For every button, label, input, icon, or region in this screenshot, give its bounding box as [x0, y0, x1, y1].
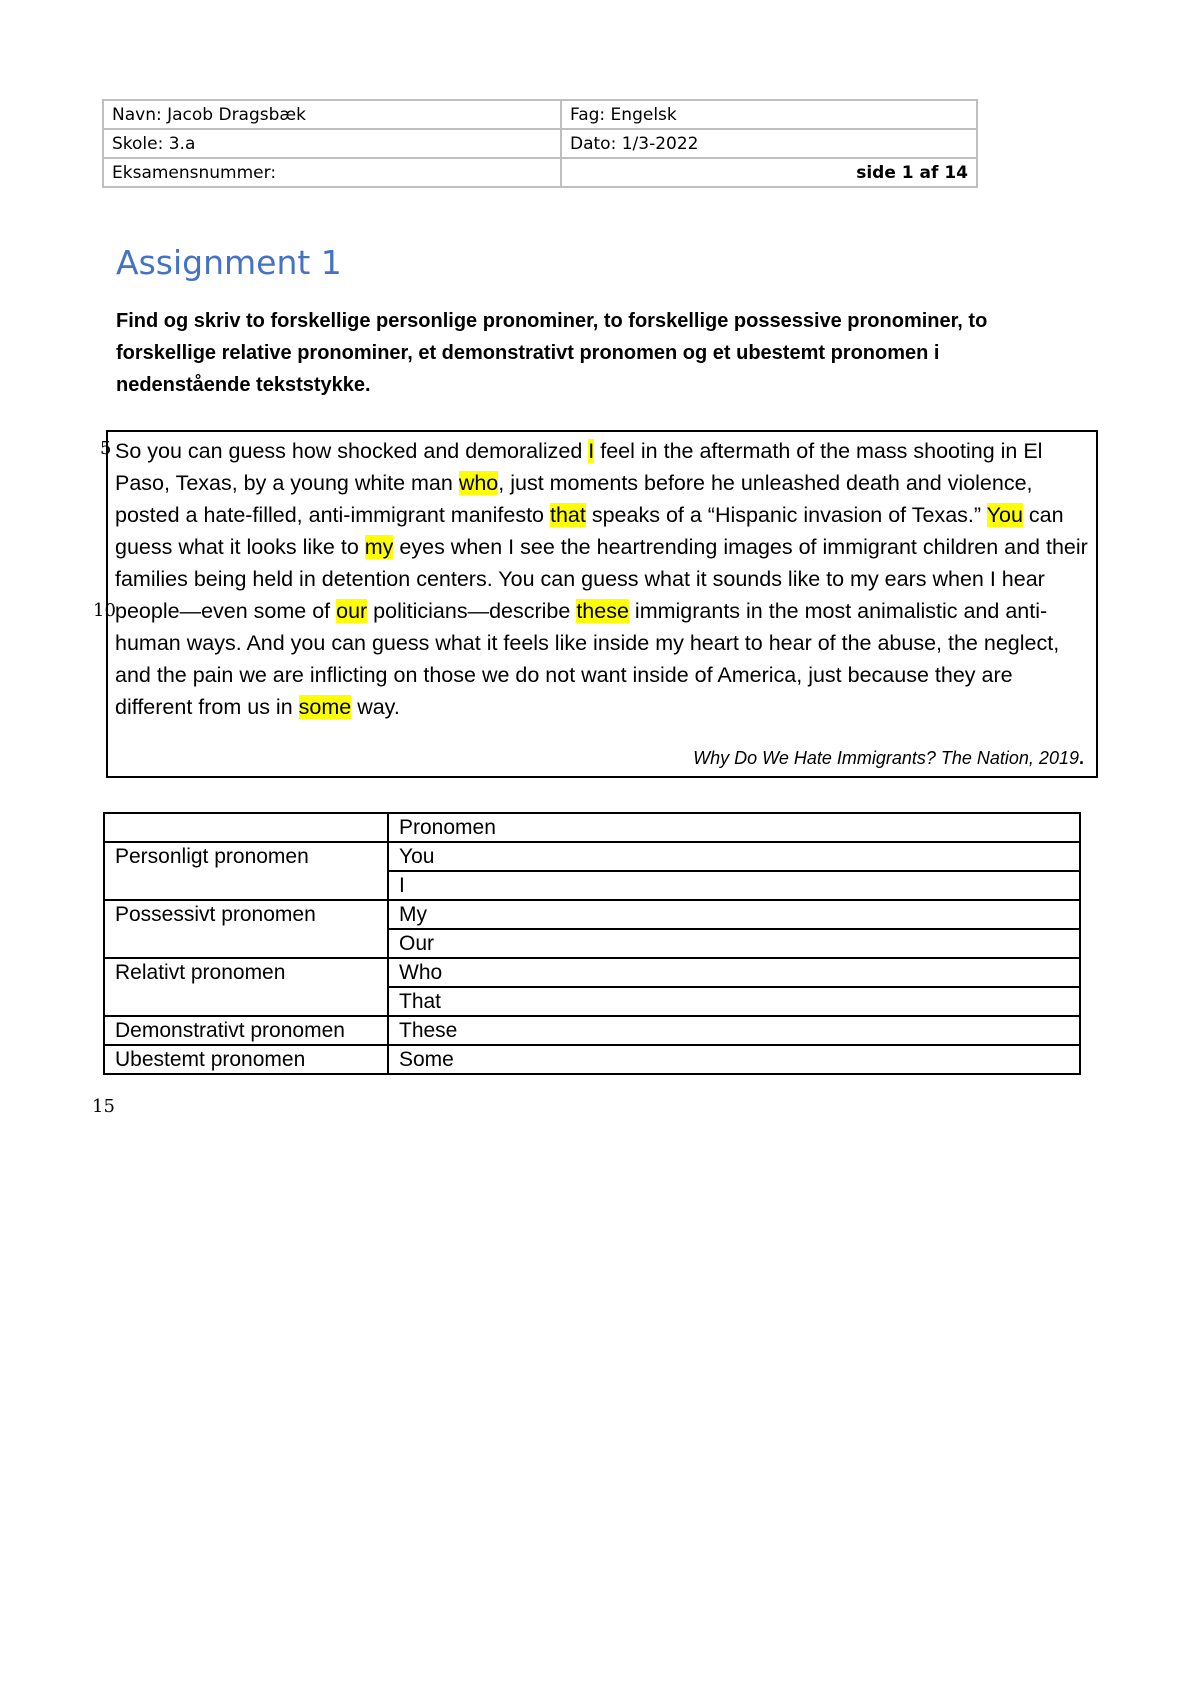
- excerpt-seg7: politicians—describe: [367, 599, 577, 623]
- excerpt-seg1: So you can guess how shocked and demoralized: [115, 439, 589, 463]
- name-cell: Navn: Jacob Dragsbæk: [103, 100, 561, 129]
- pronoun-table: [103, 812, 1081, 1075]
- pronoun-cell: I: [388, 871, 1080, 900]
- text-excerpt-box: [106, 430, 1098, 778]
- school-cell: Skole: 3.a: [103, 129, 561, 158]
- line-number-5: 5: [100, 438, 112, 459]
- highlight-these: these: [576, 599, 629, 623]
- category-possessive: Possessivt pronomen: [104, 900, 388, 958]
- table-row: [104, 842, 1080, 871]
- column-header-pronomen: Pronomen: [388, 813, 1080, 842]
- date-cell: Dato: 1/3-2022: [561, 129, 977, 158]
- excerpt-seg8: immigrants in the most animalistic and anti-human ways. And you can guess what it feels like inside my heart to hear of the abuse, the neglect, and the pain we are inflicting on those we do not want inside of America, just because they are different from us in: [115, 599, 1060, 719]
- assignment-title: Assignment 1: [116, 243, 342, 282]
- subject-cell: Fag: Engelsk: [561, 100, 977, 129]
- excerpt-seg3: , just moments before he unleashed death and violence, posted a hate-filled, anti-immigrant manifesto: [115, 471, 1033, 527]
- excerpt-seg9: way.: [351, 695, 400, 719]
- highlight-our: our: [336, 599, 368, 623]
- category-indefinite: Ubestemt pronomen: [104, 1045, 388, 1074]
- highlight-who: who: [458, 471, 499, 495]
- source-period: .: [1078, 748, 1084, 768]
- pronoun-cell: Some: [388, 1045, 1080, 1074]
- category-demonstrative: Demonstrativt pronomen: [104, 1016, 388, 1045]
- table-row: [104, 813, 1080, 842]
- highlight-that: that: [550, 503, 586, 527]
- table-row: [104, 900, 1080, 929]
- highlight-some: some: [298, 695, 352, 719]
- table-row: [104, 958, 1080, 987]
- pronoun-cell: That: [388, 987, 1080, 1016]
- pronoun-cell: Who: [388, 958, 1080, 987]
- pronoun-cell: You: [388, 842, 1080, 871]
- excerpt-seg6: eyes when I see the heartrending images of immigrant children and their families being held in detention centers. You can guess what it sounds like to my ears when I hear people—even some of: [115, 535, 1088, 623]
- highlight-my: my: [364, 535, 394, 559]
- excerpt-paragraph: [115, 435, 1090, 723]
- pronoun-cell: My: [388, 900, 1080, 929]
- table-row: [104, 1045, 1080, 1074]
- excerpt-seg4: speaks of a “Hispanic invasion of Texas.”: [585, 503, 987, 527]
- page-number-cell: side 1 af 14: [561, 158, 977, 187]
- excerpt-seg5: can guess what it looks like to: [115, 503, 1064, 559]
- assignment-instruction: Find og skriv to forskellige personlige pronominer, to forskellige possessive pronominer, to forskellige relative pronominer, et demonstrativt pronomen og et ubestemt pronomen i nedenstående tekststykke.: [116, 310, 988, 396]
- highlight-i: I: [588, 439, 595, 463]
- category-personal: Personligt pronomen: [104, 842, 388, 900]
- line-number-15: 15: [92, 1096, 115, 1117]
- table-cell-empty: [104, 813, 388, 842]
- exam-number-cell: Eksamensnummer:: [103, 158, 561, 187]
- header-info-table: [102, 99, 978, 188]
- excerpt-seg2: feel in the aftermath of the mass shooting in El Paso, Texas, by a young white man: [115, 439, 1043, 495]
- line-number-10: 10: [93, 600, 116, 621]
- table-row: [104, 1016, 1080, 1045]
- highlight-you: You: [986, 503, 1023, 527]
- category-relative: Relativt pronomen: [104, 958, 388, 1016]
- source-text: Why Do We Hate Immigrants? The Nation, 2019: [693, 748, 1079, 768]
- source-citation: [693, 748, 1084, 769]
- pronoun-cell: Our: [388, 929, 1080, 958]
- pronoun-cell: These: [388, 1016, 1080, 1045]
